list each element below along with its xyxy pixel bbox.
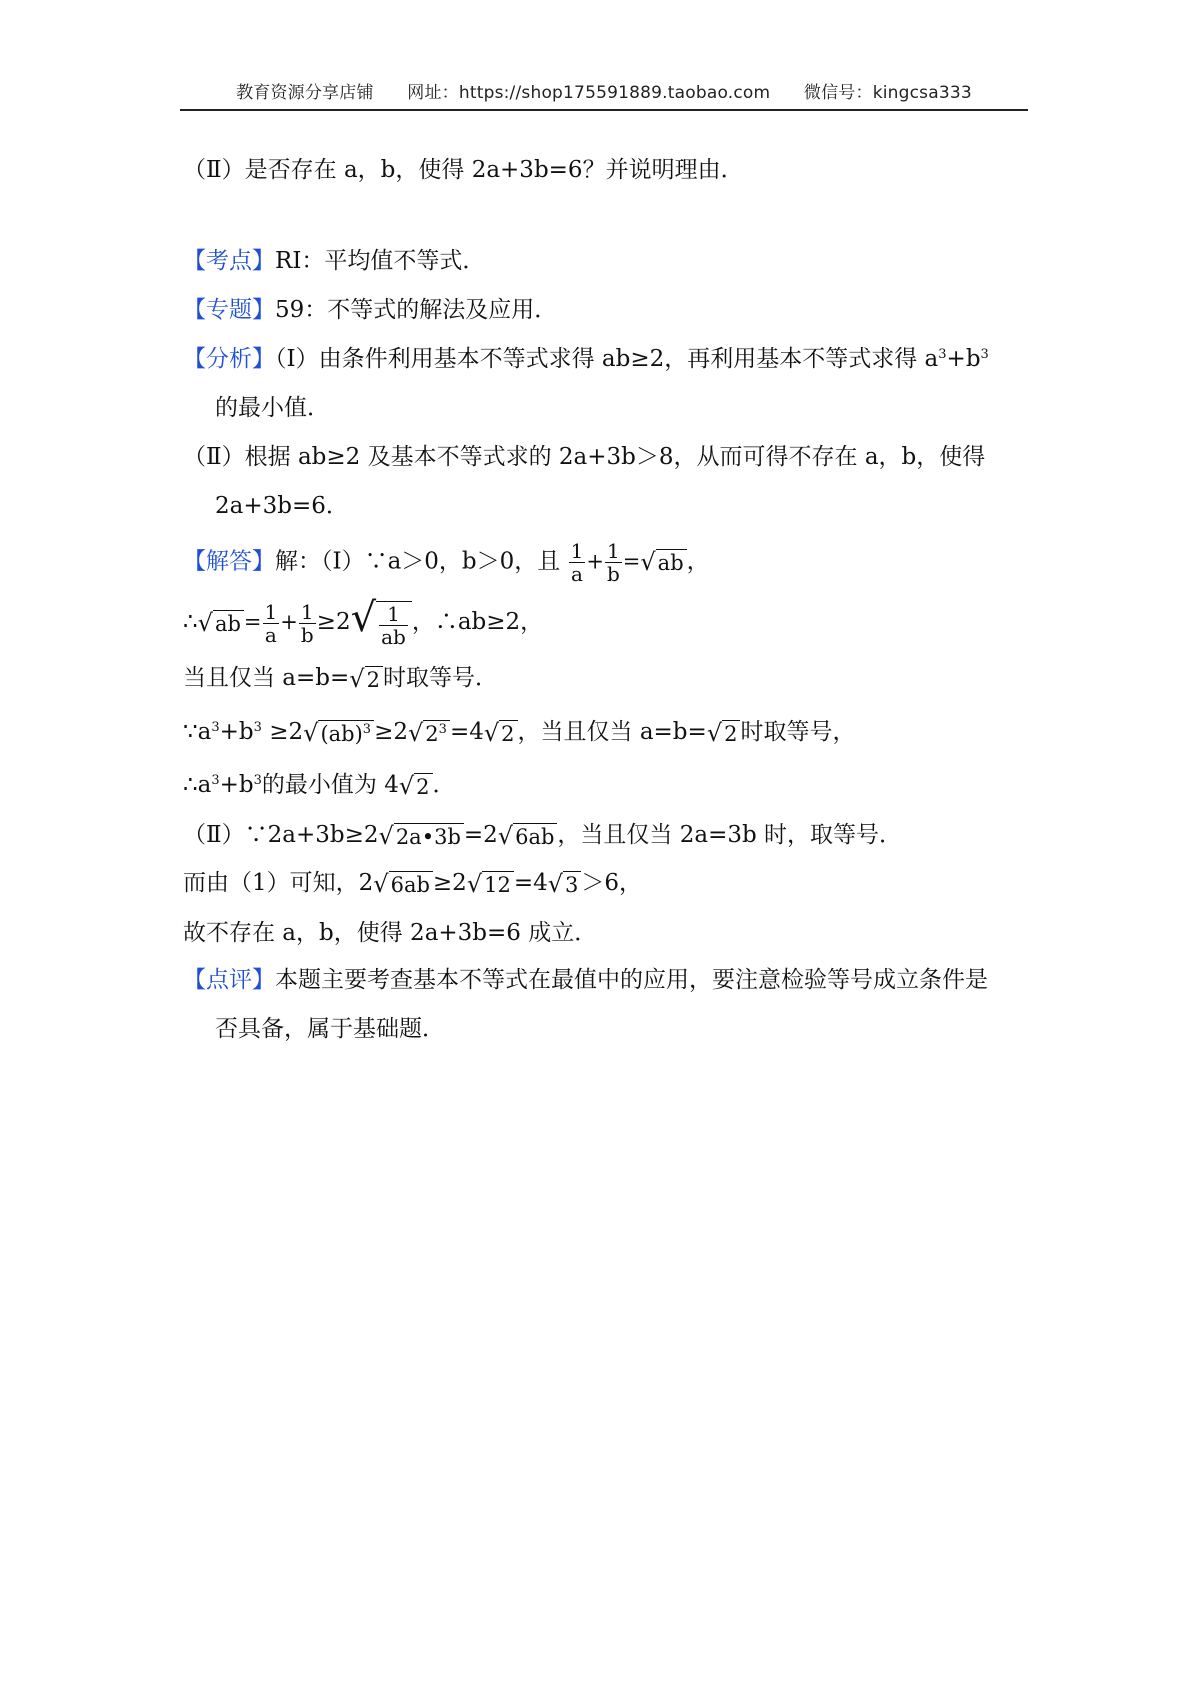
sqrt-2a3b: √2a•3b bbox=[379, 821, 464, 852]
sqrt-12: √12 bbox=[467, 869, 514, 900]
kaodian-tag: 【考点】 bbox=[183, 248, 275, 274]
sqrt-2d: √2 bbox=[399, 771, 433, 802]
sqrt-1-over-ab: √ $\frac{1}{ab}$ bbox=[351, 598, 412, 648]
jieda-line-3: 当且仅当 a=b=√2 时取等号． bbox=[183, 664, 498, 693]
fenxi-line-1 bbox=[183, 344, 989, 374]
jieda-tag: 【解答】 bbox=[183, 548, 275, 575]
sqrt-3: √3 bbox=[548, 869, 582, 900]
sqrt-6ab-2: √6ab bbox=[373, 869, 433, 900]
sqrt-2-cubed: $√2^3$ bbox=[408, 718, 450, 749]
kaodian-text: RI：平均值不等式． bbox=[275, 248, 486, 274]
sqrt-2c: √2 bbox=[707, 718, 741, 749]
sqrt-ab-cubed: √(ab)$^3$ bbox=[303, 718, 374, 749]
jieda-line-1: 【解答】解：（Ⅰ）∵a＞0，b＞0，且 $\frac{1}{a}$ + $\frac{1}{b}$ =√ab ， bbox=[183, 539, 710, 586]
fraction-1-over-a-2: $\frac{1}{a}$ bbox=[264, 599, 278, 647]
jieda-line-4: $\because a^3+b^3 \ge 2√(ab)^3 \ge 2√2^3 =4√2$ ，当且仅当 a=b=√2 时取等号， bbox=[183, 718, 856, 747]
header-divider bbox=[180, 109, 1028, 111]
dianping-tag: 【点评】 bbox=[183, 967, 275, 993]
header-url: 网址：https://shop175591889.taobao.com bbox=[407, 83, 771, 103]
dianping-line-1: 【点评】本题主要考查基本不等式在最值中的应用，要注意检验等号成立条件是 bbox=[183, 967, 988, 993]
jieda-line-8: 故不存在 a，b，使得 2a+3b=6 成立． bbox=[183, 920, 598, 946]
header-shop: 教育资源分享店铺 bbox=[236, 83, 374, 103]
page-header bbox=[180, 78, 1028, 103]
fraction-1-over-b: $\frac{1}{b}$ bbox=[606, 539, 620, 586]
sqrt-2: √2 bbox=[349, 664, 383, 695]
zhuanti-line bbox=[183, 295, 557, 325]
sqrt-ab: √ab bbox=[640, 547, 686, 578]
zhuanti-text: 59：不等式的解法及应用． bbox=[275, 297, 558, 323]
jieda-line-6: （Ⅱ）∵2a+3b≥2√2a•3b =2√6ab ，当且仅当 2a=3b 时，取等号． bbox=[183, 821, 903, 850]
fenxi-text-1: （Ⅰ）由条件利用基本不等式求得 ab≥2，再利用基本不等式求得 a bbox=[275, 346, 939, 372]
fraction-1-over-b-2: $\frac{1}{b}$ bbox=[300, 599, 314, 647]
jieda-line-7: 而由（1）可知，2√6ab ≥2√12 =4√3 ＞6， bbox=[183, 869, 643, 898]
jieda-l1-text: 解：（Ⅰ）∵a＞0，b＞0，且 bbox=[275, 548, 561, 575]
jieda-line-2: ∴√ab = $\frac{1}{a}$ + $\frac{1}{b}$ ≥2√ $\frac{1}{ab}$ ，∴ab≥2， bbox=[183, 595, 544, 649]
fenxi-sup-1: 3 bbox=[938, 347, 947, 362]
fraction-1-over-a: $\frac{1}{a}$ bbox=[570, 539, 584, 586]
fenxi-text-1b: +b bbox=[946, 346, 981, 372]
sqrt-6ab: √6ab bbox=[498, 821, 558, 852]
fenxi-tag: 【分析】 bbox=[183, 346, 275, 372]
sqrt-ab-2: √ab bbox=[198, 608, 244, 639]
header-wechat: 微信号：kingcsa333 bbox=[803, 83, 972, 103]
sqrt-2b: √2 bbox=[484, 718, 518, 749]
fenxi-sup-2: 3 bbox=[980, 347, 989, 362]
fenxi-line-4: 2a+3b=6． bbox=[215, 493, 349, 519]
fenxi-line-3: （Ⅱ）根据 ab≥2 及基本不等式求的 2a+3b＞8，从而可得不存在 a，b，使得 bbox=[183, 444, 986, 470]
dianping-line-2: 否具备，属于基础题． bbox=[215, 1016, 445, 1042]
fenxi-line-2: 的最小值． bbox=[215, 395, 330, 421]
jieda-line-5: $\therefore a^3+b^3$的最小值为 4√2 ． bbox=[183, 771, 456, 800]
question-2: （Ⅱ）是否存在 a，b，使得 2a+3b=6？并说明理由． bbox=[183, 157, 744, 183]
kaodian-line bbox=[183, 246, 485, 276]
zhuanti-tag: 【专题】 bbox=[183, 297, 275, 323]
